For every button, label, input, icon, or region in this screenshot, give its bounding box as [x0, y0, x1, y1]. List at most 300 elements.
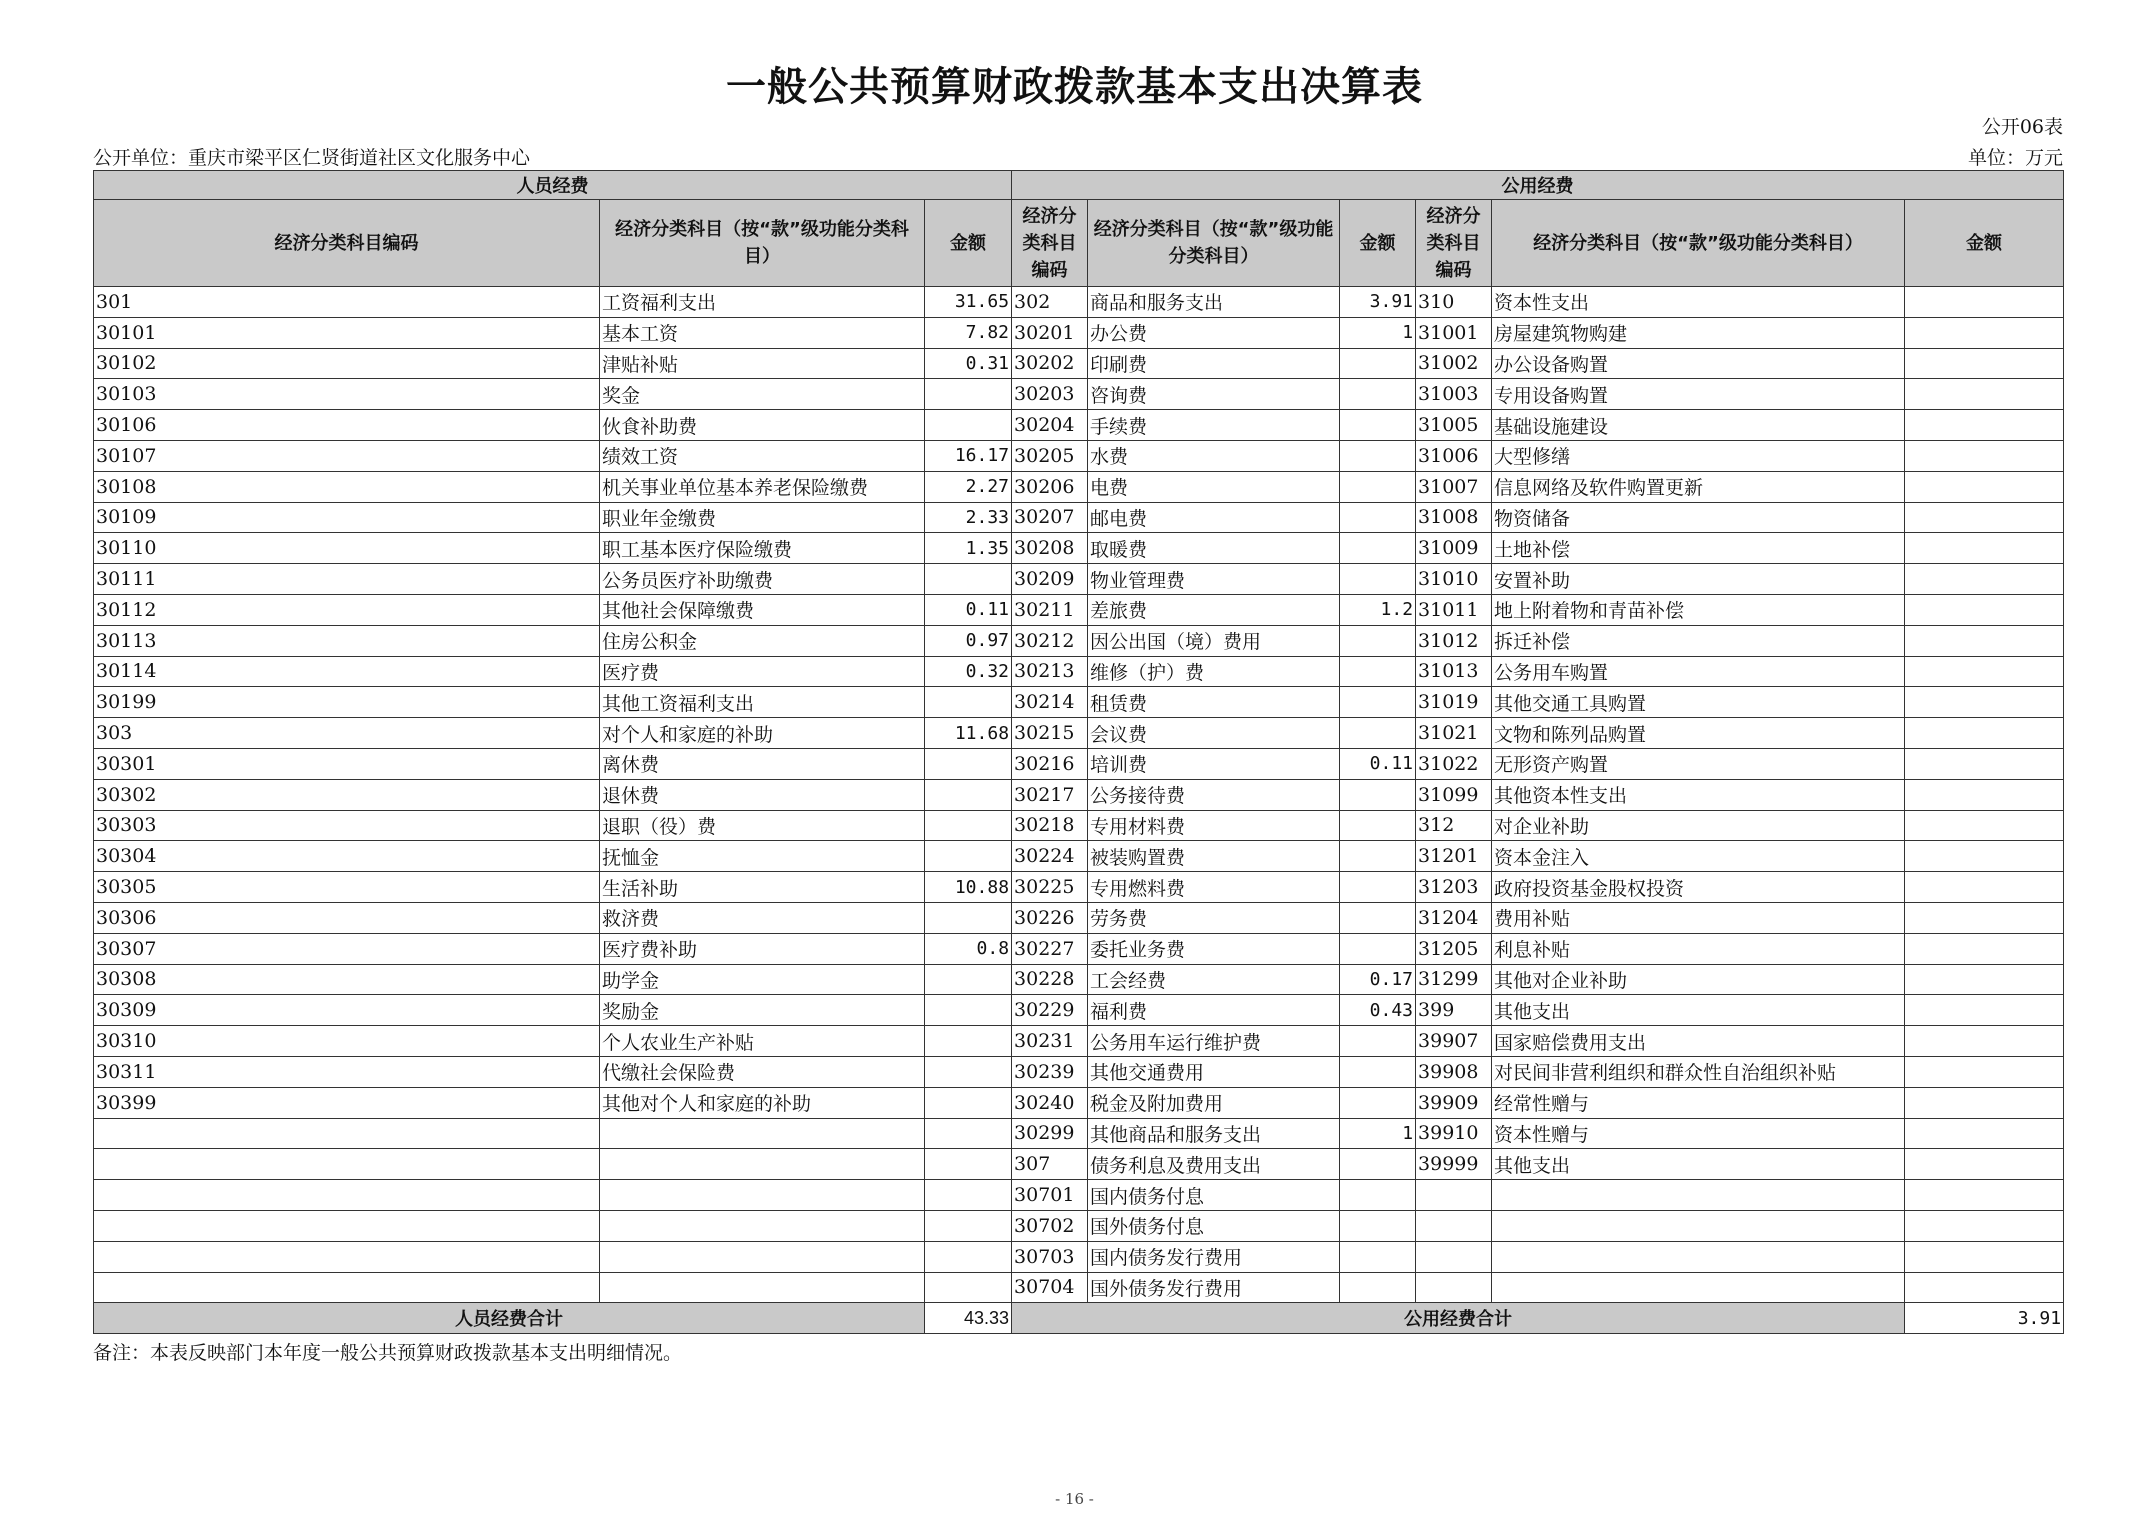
table-row	[94, 902, 2064, 933]
capital-name-cell: 公务用车购置	[1492, 656, 1905, 687]
public-code-cell: 30212	[1012, 625, 1088, 656]
public-code-cell: 30206	[1012, 471, 1088, 502]
capital-amount-cell	[1905, 1056, 2064, 1087]
public-name-cell: 国外债务付息	[1088, 1210, 1340, 1241]
table-row	[94, 440, 2064, 471]
personnel-code-cell: 30101	[94, 317, 600, 348]
capital-name-cell: 利息补贴	[1492, 933, 1905, 964]
personnel-code-cell: 30310	[94, 1026, 600, 1057]
footnote: 备注：本表反映部门本年度一般公共预算财政拨款基本支出明细情况。	[93, 1342, 683, 1364]
capital-amount-cell	[1905, 841, 2064, 872]
capital-amount-cell	[1905, 625, 2064, 656]
table-row	[94, 564, 2064, 595]
personnel-amount-cell	[925, 841, 1012, 872]
capital-name-cell	[1492, 1210, 1905, 1241]
public-amount-cell: 3.91	[1340, 287, 1416, 318]
public-amount-cell	[1340, 1149, 1416, 1180]
capital-amount-cell	[1905, 1272, 2064, 1303]
capital-amount-cell	[1905, 1149, 2064, 1180]
capital-code-cell	[1416, 1241, 1492, 1272]
capital-name-cell: 经常性赠与	[1492, 1087, 1905, 1118]
personnel-code-cell	[94, 1241, 600, 1272]
table-row	[94, 1056, 2064, 1087]
public-code-cell: 307	[1012, 1149, 1088, 1180]
personnel-amount-cell	[925, 1210, 1012, 1241]
capital-code-cell: 31005	[1416, 410, 1492, 441]
personnel-name-cell: 代缴社会保险费	[600, 1056, 925, 1087]
table-row	[94, 1149, 2064, 1180]
personnel-code-cell: 303	[94, 718, 600, 749]
public-amount-cell	[1340, 1056, 1416, 1087]
capital-name-cell: 拆迁补偿	[1492, 625, 1905, 656]
capital-code-cell: 310	[1416, 287, 1492, 318]
capital-code-cell: 31010	[1416, 564, 1492, 595]
public-name-cell: 邮电费	[1088, 502, 1340, 533]
personnel-amount-cell	[925, 964, 1012, 995]
table-row	[94, 287, 2064, 318]
table-row	[94, 1026, 2064, 1057]
personnel-name-cell: 工资福利支出	[600, 287, 925, 318]
public-amount-cell: 0.43	[1340, 995, 1416, 1026]
table-row	[94, 687, 2064, 718]
personnel-name-cell: 基本工资	[600, 317, 925, 348]
public-amount-cell	[1340, 1087, 1416, 1118]
capital-name-cell: 信息网络及软件购置更新	[1492, 471, 1905, 502]
public-amount-cell: 1	[1340, 1118, 1416, 1149]
header-personnel-name: 经济分类科目（按“款”级功能分类科目）	[600, 200, 925, 287]
personnel-code-cell: 30114	[94, 656, 600, 687]
personnel-code-cell: 30399	[94, 1087, 600, 1118]
capital-name-cell: 大型修缮	[1492, 440, 1905, 471]
personnel-amount-cell	[925, 410, 1012, 441]
capital-code-cell: 399	[1416, 995, 1492, 1026]
public-name-cell: 水费	[1088, 440, 1340, 471]
public-code-cell: 302	[1012, 287, 1088, 318]
public-code-cell: 30702	[1012, 1210, 1088, 1241]
personnel-code-cell: 30307	[94, 933, 600, 964]
public-name-cell: 印刷费	[1088, 348, 1340, 379]
public-total-amount: 3.91	[1905, 1303, 2064, 1334]
capital-amount-cell	[1905, 471, 2064, 502]
personnel-amount-cell: 16.17	[925, 440, 1012, 471]
public-amount-cell	[1340, 533, 1416, 564]
public-amount-cell	[1340, 348, 1416, 379]
capital-code-cell: 31009	[1416, 533, 1492, 564]
personnel-code-cell: 30113	[94, 625, 600, 656]
personnel-amount-cell	[925, 902, 1012, 933]
public-code-cell: 30225	[1012, 872, 1088, 903]
capital-amount-cell	[1905, 1241, 2064, 1272]
capital-name-cell	[1492, 1180, 1905, 1211]
public-code-cell: 30207	[1012, 502, 1088, 533]
public-code-cell: 30224	[1012, 841, 1088, 872]
public-name-cell: 因公出国（境）费用	[1088, 625, 1340, 656]
personnel-amount-cell: 1.35	[925, 533, 1012, 564]
capital-code-cell: 39909	[1416, 1087, 1492, 1118]
personnel-code-cell: 30308	[94, 964, 600, 995]
personnel-name-cell: 奖励金	[600, 995, 925, 1026]
personnel-amount-cell: 0.11	[925, 594, 1012, 625]
public-amount-cell	[1340, 440, 1416, 471]
table-row	[94, 1180, 2064, 1211]
capital-name-cell: 基础设施建设	[1492, 410, 1905, 441]
personnel-code-cell: 30111	[94, 564, 600, 595]
capital-amount-cell	[1905, 1180, 2064, 1211]
table-row	[94, 625, 2064, 656]
public-code-cell: 30299	[1012, 1118, 1088, 1149]
personnel-name-cell: 医疗费	[600, 656, 925, 687]
table-row	[94, 718, 2064, 749]
public-name-cell: 租赁费	[1088, 687, 1340, 718]
public-amount-cell	[1340, 1272, 1416, 1303]
personnel-name-cell: 职业年金缴费	[600, 502, 925, 533]
personnel-name-cell: 救济费	[600, 902, 925, 933]
table-row	[94, 872, 2064, 903]
public-name-cell: 福利费	[1088, 995, 1340, 1026]
personnel-amount-cell	[925, 1272, 1012, 1303]
personnel-amount-cell: 0.32	[925, 656, 1012, 687]
personnel-name-cell: 医疗费补助	[600, 933, 925, 964]
personnel-code-cell: 30110	[94, 533, 600, 564]
public-code-cell: 30703	[1012, 1241, 1088, 1272]
personnel-name-cell: 机关事业单位基本养老保险缴费	[600, 471, 925, 502]
public-name-cell: 专用材料费	[1088, 810, 1340, 841]
capital-name-cell: 物资储备	[1492, 502, 1905, 533]
personnel-name-cell: 个人农业生产补贴	[600, 1026, 925, 1057]
capital-code-cell: 39999	[1416, 1149, 1492, 1180]
table-row	[94, 995, 2064, 1026]
public-code-cell: 30218	[1012, 810, 1088, 841]
personnel-code-cell: 301	[94, 287, 600, 318]
public-name-cell: 咨询费	[1088, 379, 1340, 410]
personnel-amount-cell: 2.27	[925, 471, 1012, 502]
public-code-cell: 30229	[1012, 995, 1088, 1026]
public-amount-cell	[1340, 656, 1416, 687]
public-amount-cell: 1	[1340, 317, 1416, 348]
capital-name-cell: 办公设备购置	[1492, 348, 1905, 379]
personnel-code-cell: 30303	[94, 810, 600, 841]
capital-code-cell: 39910	[1416, 1118, 1492, 1149]
personnel-amount-cell: 7.82	[925, 317, 1012, 348]
capital-amount-cell	[1905, 718, 2064, 749]
capital-amount-cell	[1905, 964, 2064, 995]
personnel-amount-cell: 10.88	[925, 872, 1012, 903]
capital-code-cell: 31007	[1416, 471, 1492, 502]
table-row	[94, 594, 2064, 625]
public-code-cell: 30228	[1012, 964, 1088, 995]
personnel-code-cell: 30306	[94, 902, 600, 933]
table-body	[94, 287, 2064, 1303]
personnel-code-cell	[94, 1118, 600, 1149]
capital-name-cell: 其他对企业补助	[1492, 964, 1905, 995]
public-name-cell: 维修（护）费	[1088, 656, 1340, 687]
table-row	[94, 1210, 2064, 1241]
capital-amount-cell	[1905, 1210, 2064, 1241]
public-name-cell: 其他商品和服务支出	[1088, 1118, 1340, 1149]
public-name-cell: 国内债务付息	[1088, 1180, 1340, 1211]
personnel-name-cell: 住房公积金	[600, 625, 925, 656]
public-name-cell: 物业管理费	[1088, 564, 1340, 595]
personnel-name-cell: 助学金	[600, 964, 925, 995]
capital-name-cell: 安置补助	[1492, 564, 1905, 595]
public-name-cell: 劳务费	[1088, 902, 1340, 933]
public-code-cell: 30701	[1012, 1180, 1088, 1211]
section-public: 公用经费	[1012, 171, 2064, 200]
capital-name-cell: 对民间非营利组织和群众性自治组织补贴	[1492, 1056, 1905, 1087]
capital-code-cell: 31204	[1416, 902, 1492, 933]
table-row	[94, 779, 2064, 810]
public-code-cell: 30226	[1012, 902, 1088, 933]
public-code-cell: 30204	[1012, 410, 1088, 441]
personnel-code-cell	[94, 1149, 600, 1180]
public-name-cell: 差旅费	[1088, 594, 1340, 625]
capital-amount-cell	[1905, 317, 2064, 348]
personnel-name-cell	[600, 1241, 925, 1272]
public-amount-cell: 0.11	[1340, 748, 1416, 779]
capital-amount-cell	[1905, 502, 2064, 533]
public-name-cell: 国内债务发行费用	[1088, 1241, 1340, 1272]
personnel-amount-cell: 2.33	[925, 502, 1012, 533]
personnel-amount-cell: 31.65	[925, 287, 1012, 318]
capital-amount-cell	[1905, 687, 2064, 718]
table-row	[94, 410, 2064, 441]
table-row	[94, 1087, 2064, 1118]
public-amount-cell: 1.2	[1340, 594, 1416, 625]
capital-amount-cell	[1905, 810, 2064, 841]
personnel-code-cell: 30107	[94, 440, 600, 471]
public-name-cell: 会议费	[1088, 718, 1340, 749]
personnel-amount-cell	[925, 1241, 1012, 1272]
personnel-name-cell: 伙食补助费	[600, 410, 925, 441]
capital-name-cell: 无形资产购置	[1492, 748, 1905, 779]
form-number: 公开06表	[1981, 116, 2063, 138]
public-code-cell: 30215	[1012, 718, 1088, 749]
personnel-amount-cell	[925, 1180, 1012, 1211]
personnel-name-cell: 其他对个人和家庭的补助	[600, 1087, 925, 1118]
public-amount-cell	[1340, 502, 1416, 533]
capital-code-cell: 39907	[1416, 1026, 1492, 1057]
public-name-cell: 商品和服务支出	[1088, 287, 1340, 318]
public-code-cell: 30203	[1012, 379, 1088, 410]
capital-name-cell: 文物和陈列品购置	[1492, 718, 1905, 749]
personnel-code-cell: 30102	[94, 348, 600, 379]
personnel-name-cell: 其他工资福利支出	[600, 687, 925, 718]
public-name-cell: 债务利息及费用支出	[1088, 1149, 1340, 1180]
personnel-code-cell: 30103	[94, 379, 600, 410]
table-row	[94, 933, 2064, 964]
public-total-label: 公用经费合计	[1012, 1303, 1905, 1334]
public-code-cell: 30211	[1012, 594, 1088, 625]
personnel-amount-cell	[925, 564, 1012, 595]
personnel-amount-cell: 0.8	[925, 933, 1012, 964]
table-row	[94, 379, 2064, 410]
capital-name-cell: 对企业补助	[1492, 810, 1905, 841]
page-title: 一般公共预算财政拨款基本支出决算表	[726, 64, 1423, 110]
public-amount-cell	[1340, 1180, 1416, 1211]
table-row	[94, 748, 2064, 779]
capital-code-cell: 31012	[1416, 625, 1492, 656]
capital-amount-cell	[1905, 902, 2064, 933]
public-code-cell: 30205	[1012, 440, 1088, 471]
capital-code-cell: 31022	[1416, 748, 1492, 779]
public-name-cell: 国外债务发行费用	[1088, 1272, 1340, 1303]
personnel-amount-cell	[925, 995, 1012, 1026]
table-row	[94, 502, 2064, 533]
capital-name-cell: 地上附着物和青苗补偿	[1492, 594, 1905, 625]
capital-amount-cell	[1905, 1118, 2064, 1149]
personnel-code-cell	[94, 1272, 600, 1303]
public-name-cell: 电费	[1088, 471, 1340, 502]
public-amount-cell	[1340, 841, 1416, 872]
personnel-amount-cell	[925, 748, 1012, 779]
capital-name-cell: 其他支出	[1492, 1149, 1905, 1180]
capital-amount-cell	[1905, 748, 2064, 779]
personnel-name-cell: 绩效工资	[600, 440, 925, 471]
public-amount-cell	[1340, 687, 1416, 718]
public-amount-cell	[1340, 379, 1416, 410]
capital-code-cell: 312	[1416, 810, 1492, 841]
table-row	[94, 810, 2064, 841]
header-capital-name: 经济分类科目（按“款”级功能分类科目）	[1492, 200, 1905, 287]
public-amount-cell	[1340, 1210, 1416, 1241]
capital-code-cell: 31021	[1416, 718, 1492, 749]
capital-name-cell: 其他支出	[1492, 995, 1905, 1026]
capital-name-cell: 费用补贴	[1492, 902, 1905, 933]
capital-code-cell: 31099	[1416, 779, 1492, 810]
personnel-code-cell: 30301	[94, 748, 600, 779]
personnel-name-cell	[600, 1272, 925, 1303]
capital-name-cell: 专用设备购置	[1492, 379, 1905, 410]
public-name-cell: 专用燃料费	[1088, 872, 1340, 903]
capital-code-cell: 31008	[1416, 502, 1492, 533]
table-row	[94, 348, 2064, 379]
personnel-name-cell: 对个人和家庭的补助	[600, 718, 925, 749]
personnel-code-cell: 30304	[94, 841, 600, 872]
table-row	[94, 471, 2064, 502]
public-amount-cell	[1340, 718, 1416, 749]
capital-name-cell: 土地补偿	[1492, 533, 1905, 564]
personnel-name-cell	[600, 1180, 925, 1211]
personnel-name-cell: 抚恤金	[600, 841, 925, 872]
public-code-cell: 30704	[1012, 1272, 1088, 1303]
personnel-code-cell: 30112	[94, 594, 600, 625]
capital-name-cell: 其他交通工具购置	[1492, 687, 1905, 718]
personnel-code-cell: 30311	[94, 1056, 600, 1087]
capital-name-cell: 资本性赠与	[1492, 1118, 1905, 1149]
personnel-name-cell	[600, 1149, 925, 1180]
public-name-cell: 委托业务费	[1088, 933, 1340, 964]
personnel-name-cell: 离休费	[600, 748, 925, 779]
table-row	[94, 1241, 2064, 1272]
public-amount-cell	[1340, 933, 1416, 964]
public-name-cell: 公务接待费	[1088, 779, 1340, 810]
personnel-amount-cell	[925, 1149, 1012, 1180]
public-name-cell: 税金及附加费用	[1088, 1087, 1340, 1118]
personnel-total-amount: 43.33	[925, 1303, 1012, 1334]
table-row	[94, 1118, 2064, 1149]
public-code-cell: 30231	[1012, 1026, 1088, 1057]
capital-code-cell: 31201	[1416, 841, 1492, 872]
capital-code-cell: 31011	[1416, 594, 1492, 625]
personnel-name-cell: 退休费	[600, 779, 925, 810]
personnel-amount-cell	[925, 1087, 1012, 1118]
public-name-cell: 公务用车运行维护费	[1088, 1026, 1340, 1057]
capital-amount-cell	[1905, 379, 2064, 410]
public-amount-cell	[1340, 872, 1416, 903]
public-amount-cell	[1340, 902, 1416, 933]
personnel-code-cell: 30305	[94, 872, 600, 903]
public-code-cell: 30216	[1012, 748, 1088, 779]
page-number: - 16 -	[1055, 1490, 1094, 1508]
header-capital-code: 经济分类科目编码	[1416, 200, 1492, 287]
public-amount-cell	[1340, 779, 1416, 810]
public-amount-cell	[1340, 1241, 1416, 1272]
header-personnel-amount: 金额	[925, 200, 1012, 287]
capital-code-cell: 31003	[1416, 379, 1492, 410]
public-amount-cell	[1340, 625, 1416, 656]
capital-name-cell: 国家赔偿费用支出	[1492, 1026, 1905, 1057]
public-name-cell: 办公费	[1088, 317, 1340, 348]
personnel-amount-cell	[925, 810, 1012, 841]
personnel-name-cell: 其他社会保障缴费	[600, 594, 925, 625]
capital-amount-cell	[1905, 410, 2064, 441]
public-code-cell: 30208	[1012, 533, 1088, 564]
public-code-cell: 30202	[1012, 348, 1088, 379]
capital-code-cell: 31205	[1416, 933, 1492, 964]
capital-code-cell	[1416, 1272, 1492, 1303]
capital-code-cell: 31019	[1416, 687, 1492, 718]
personnel-code-cell: 30199	[94, 687, 600, 718]
personnel-name-cell: 公务员医疗补助缴费	[600, 564, 925, 595]
public-name-cell: 培训费	[1088, 748, 1340, 779]
public-code-cell: 30213	[1012, 656, 1088, 687]
personnel-name-cell: 生活补助	[600, 872, 925, 903]
table-row	[94, 317, 2064, 348]
personnel-amount-cell: 0.97	[925, 625, 1012, 656]
table-row	[94, 656, 2064, 687]
public-amount-cell	[1340, 410, 1416, 441]
personnel-name-cell: 职工基本医疗保险缴费	[600, 533, 925, 564]
public-code-cell: 30214	[1012, 687, 1088, 718]
unit-of-measure: 单位：万元	[1967, 147, 2063, 169]
personnel-code-cell	[94, 1210, 600, 1241]
public-amount-cell	[1340, 471, 1416, 502]
expenditure-table	[93, 170, 2064, 1334]
capital-code-cell: 39908	[1416, 1056, 1492, 1087]
capital-amount-cell	[1905, 533, 2064, 564]
table-row	[94, 964, 2064, 995]
personnel-amount-cell: 11.68	[925, 718, 1012, 749]
capital-amount-cell	[1905, 933, 2064, 964]
personnel-name-cell: 津贴补贴	[600, 348, 925, 379]
reporting-unit: 公开单位：重庆市梁平区仁贤街道社区文化服务中心	[93, 147, 531, 169]
capital-amount-cell	[1905, 1087, 2064, 1118]
section-personnel: 人员经费	[94, 171, 1012, 200]
personnel-code-cell: 30309	[94, 995, 600, 1026]
capital-name-cell: 政府投资基金股权投资	[1492, 872, 1905, 903]
capital-code-cell: 31001	[1416, 317, 1492, 348]
capital-name-cell	[1492, 1241, 1905, 1272]
personnel-amount-cell	[925, 379, 1012, 410]
public-code-cell: 30201	[1012, 317, 1088, 348]
public-code-cell: 30227	[1012, 933, 1088, 964]
personnel-amount-cell	[925, 779, 1012, 810]
table-row	[94, 1272, 2064, 1303]
header-public-name: 经济分类科目（按“款”级功能分类科目）	[1088, 200, 1340, 287]
capital-amount-cell	[1905, 564, 2064, 595]
public-name-cell: 其他交通费用	[1088, 1056, 1340, 1087]
capital-amount-cell	[1905, 872, 2064, 903]
